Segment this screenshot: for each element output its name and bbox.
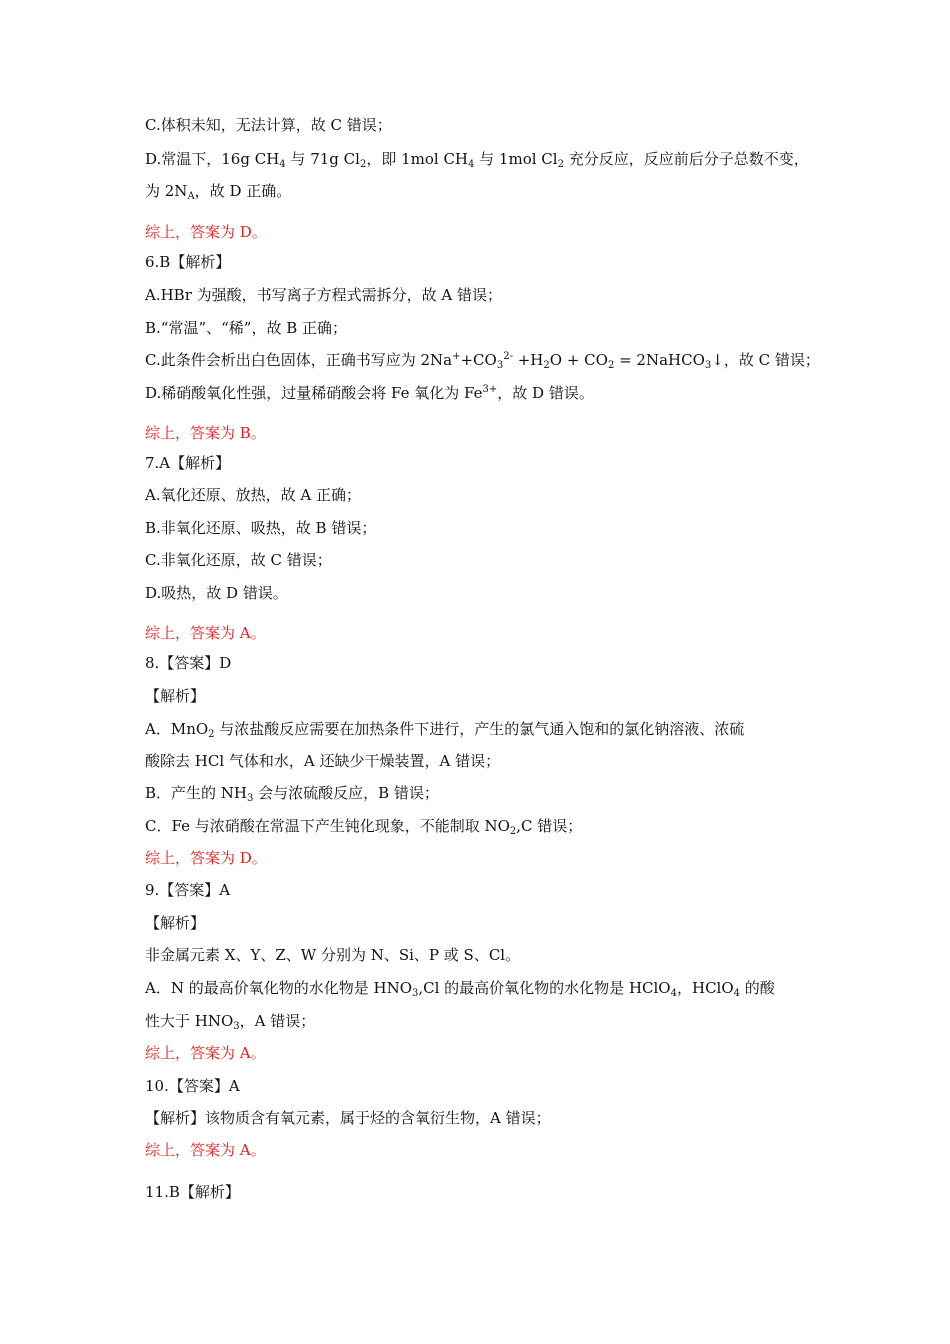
text-line: 性大于 $HNO_3$，A 错误； — [145, 1012, 316, 1032]
text-line: C.非氧化还原，故 C 错误； — [145, 551, 332, 569]
question-heading: 10.【答案】A — [145, 1077, 240, 1095]
summary-line: 综上，答案为 A。 — [145, 1044, 266, 1062]
question-heading: 11.B【解析】 — [145, 1183, 240, 1201]
text-line: B．产生的 $NH_3$ 会与浓硫酸反应，B 错误； — [145, 784, 439, 804]
question-heading: 9.【答案】A — [145, 881, 231, 899]
text-line: C．Fe 与浓硝酸在常温下产生钝化现象，不能制取 $NO_2,C$ 错误； — [145, 817, 583, 837]
text-line: A．MnO$_2$ 与浓盐酸反应需要在加热条件下进行，产生的氯气通入饱和的氯化钠溶液、浓硫 — [145, 720, 745, 740]
text-line: D.吸热，故 D 错误。 — [145, 584, 288, 602]
analysis-heading: 【解析】 — [145, 687, 206, 705]
text-line: C.此条件会析出白色固体，正确书写应为 $2Na^++CO_3^{2-} +H_2O + CO_2$ = 2NaHCO$_3$↓，故 C 错误； — [145, 351, 820, 371]
question-heading: 8.【答案】D — [145, 654, 232, 672]
text-line: 非金属元素 X、Y、Z、W 分别为 N、Si、P 或 S、Cl。 — [145, 946, 521, 964]
text-line: A.氧化还原、放热，故 A 正确； — [145, 486, 361, 504]
text-line: A.HBr 为强酸，书写离子方程式需拆分，故 A 错误； — [145, 286, 503, 304]
text-line: C.体积未知，无法计算，故 C 错误； — [145, 116, 392, 134]
text-line: 为 $2N_A$，故 D 正确。 — [145, 182, 292, 202]
question-heading: 7.A【解析】 — [145, 454, 231, 472]
summary-line: 综上，答案为 A。 — [145, 624, 266, 642]
analysis-heading: 【解析】 — [145, 914, 206, 932]
summary-line: 综上，答案为 D。 — [145, 223, 267, 241]
text-line: B.“常温”、“稀”，故 B 正确； — [145, 319, 348, 337]
question-heading: 6.B【解析】 — [145, 253, 231, 271]
text-line: D.常温下，16g $CH_4$ 与 71g $Cl_2$，即 1mol $CH_4$ 与 1mol $Cl_2$ 充分反应，反应前后分子总数不变， — [145, 150, 809, 170]
text-line: D.稀硝酸氧化性强，过量稀硝酸会将 Fe 氧化为 $Fe^{3+}$，故 D 错误。 — [145, 384, 594, 402]
summary-line: 综上，答案为 D。 — [145, 849, 267, 867]
summary-line: 综上，答案为 A。 — [145, 1141, 266, 1159]
text-line: 酸除去 HCl 气体和水，A 还缺少干燥装置，A 错误； — [145, 752, 501, 770]
text-line: 【解析】该物质含有氧元素，属于烃的含氧衍生物，A 错误； — [145, 1109, 551, 1127]
text-line: A．N 的最高价氧化物的水化物是 $HNO_3,Cl$ 的最高价氧化物的水化物是 HClO$_4$，HClO$_4$ 的酸 — [145, 979, 775, 999]
text-line: B.非氧化还原、吸热，故 B 错误； — [145, 519, 377, 537]
summary-line: 综上，答案为 B。 — [145, 424, 266, 442]
